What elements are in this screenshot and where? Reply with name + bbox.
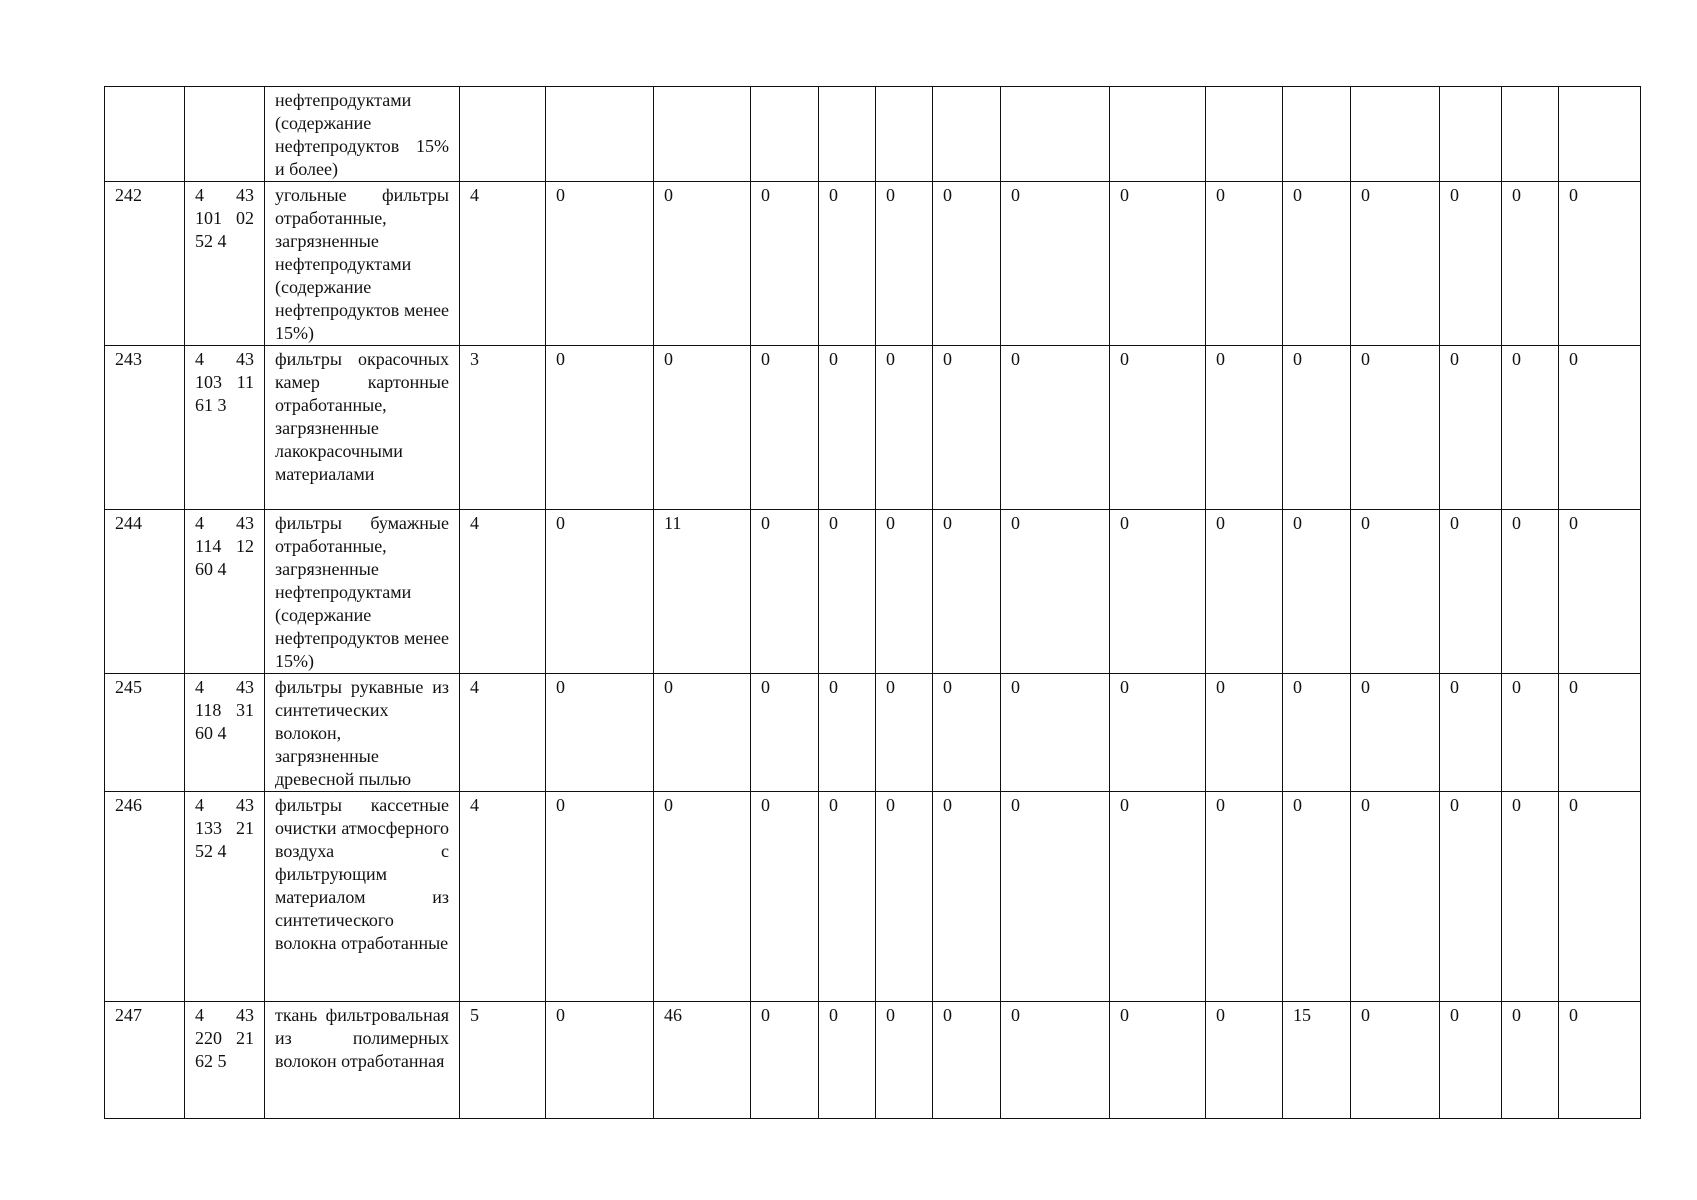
value-cell: 0 bbox=[1502, 510, 1559, 674]
value-cell: 0 bbox=[1502, 674, 1559, 792]
row-number-cell: 243 bbox=[105, 346, 185, 510]
value-cell: 0 bbox=[1001, 510, 1110, 674]
value-cell: 0 bbox=[751, 1002, 819, 1119]
row-number-cell: 245 bbox=[105, 674, 185, 792]
value-cell bbox=[1502, 87, 1559, 182]
value-cell: 0 bbox=[1001, 182, 1110, 346]
value-cell: 0 bbox=[1206, 792, 1283, 1002]
value-cell bbox=[1110, 87, 1206, 182]
value-cell bbox=[819, 87, 876, 182]
value-cell: 0 bbox=[1559, 1002, 1641, 1119]
value-cell: 0 bbox=[1001, 1002, 1110, 1119]
table-row bbox=[105, 674, 1641, 792]
value-cell: 0 bbox=[654, 346, 751, 510]
value-cell: 0 bbox=[1110, 510, 1206, 674]
value-cell: 0 bbox=[819, 182, 876, 346]
value-cell: 0 bbox=[1502, 346, 1559, 510]
value-cell: 0 bbox=[1351, 346, 1440, 510]
value-cell: 0 bbox=[546, 674, 654, 792]
value-cell: 0 bbox=[933, 792, 1001, 1002]
waste-code-cell bbox=[185, 510, 265, 674]
value-cell bbox=[654, 87, 751, 182]
waste-code: 4 43 118 31 60 4 bbox=[195, 677, 254, 743]
value-cell bbox=[1001, 87, 1110, 182]
value-cell: 0 bbox=[751, 346, 819, 510]
value-cell: 0 bbox=[1001, 346, 1110, 510]
value-cell: 0 bbox=[1001, 674, 1110, 792]
value-cell: 0 bbox=[1440, 792, 1502, 1002]
value-cell: 0 bbox=[1283, 182, 1351, 346]
row-number-cell: 246 bbox=[105, 792, 185, 1002]
waste-description-cell bbox=[265, 674, 460, 792]
waste-description: угольные фильтры отработанные, загрязненные нефтепродуктами (содержание нефтепродуктов менее 15%) bbox=[275, 185, 449, 343]
table-row bbox=[105, 792, 1641, 1002]
value-cell: 0 bbox=[1559, 510, 1641, 674]
value-cell: 0 bbox=[1283, 674, 1351, 792]
value-cell: 0 bbox=[876, 346, 933, 510]
value-cell: 0 bbox=[1110, 674, 1206, 792]
value-cell: 0 bbox=[933, 1002, 1001, 1119]
value-cell: 0 bbox=[751, 674, 819, 792]
value-cell: 0 bbox=[654, 674, 751, 792]
row-number-cell: 244 bbox=[105, 510, 185, 674]
waste-description: фильтры бумажные отработанные, загрязненные нефтепродуктами (содержание нефтепродуктов менее 15%) bbox=[275, 513, 449, 671]
value-cell: 4 bbox=[460, 182, 546, 346]
value-cell: 0 bbox=[933, 346, 1001, 510]
waste-description: фильтры рукавные из синтетических волокон, загрязненные древесной пылью bbox=[275, 677, 449, 789]
waste-code-cell bbox=[185, 87, 265, 182]
value-cell: 0 bbox=[1351, 510, 1440, 674]
value-cell: 0 bbox=[1559, 182, 1641, 346]
value-cell: 0 bbox=[933, 182, 1001, 346]
waste-description: фильтры окрасочных камер картонные отработанные, загрязненные лакокрасочными материалами bbox=[275, 349, 449, 484]
value-cell: 4 bbox=[460, 510, 546, 674]
value-cell bbox=[460, 87, 546, 182]
value-cell: 0 bbox=[751, 510, 819, 674]
value-cell: 0 bbox=[654, 182, 751, 346]
value-cell: 0 bbox=[546, 510, 654, 674]
waste-code: 4 43 101 02 52 4 bbox=[195, 185, 254, 251]
waste-description: ткань фильтровальная из полимерных волокон отработанная bbox=[275, 1005, 449, 1071]
value-cell: 4 bbox=[460, 674, 546, 792]
value-cell: 0 bbox=[1440, 1002, 1502, 1119]
value-cell: 0 bbox=[1206, 674, 1283, 792]
waste-description-cell bbox=[265, 510, 460, 674]
waste-code: 4 43 133 21 52 4 bbox=[195, 795, 254, 861]
value-cell: 0 bbox=[876, 182, 933, 346]
value-cell: 0 bbox=[1440, 510, 1502, 674]
table-row bbox=[105, 87, 1641, 182]
waste-code-cell bbox=[185, 674, 265, 792]
value-cell: 0 bbox=[1351, 674, 1440, 792]
value-cell: 46 bbox=[654, 1002, 751, 1119]
value-cell bbox=[933, 87, 1001, 182]
value-cell: 0 bbox=[1351, 792, 1440, 1002]
value-cell: 0 bbox=[819, 1002, 876, 1119]
value-cell: 5 bbox=[460, 1002, 546, 1119]
waste-description: нефтепродуктами (содержание нефтепродуктов 15% и более) bbox=[275, 90, 449, 179]
waste-description-cell bbox=[265, 87, 460, 182]
value-cell: 0 bbox=[1283, 510, 1351, 674]
value-cell: 0 bbox=[1559, 792, 1641, 1002]
value-cell bbox=[1351, 87, 1440, 182]
value-cell: 0 bbox=[1283, 792, 1351, 1002]
waste-code-cell bbox=[185, 1002, 265, 1119]
value-cell: 0 bbox=[1502, 792, 1559, 1002]
waste-code-cell bbox=[185, 792, 265, 1002]
table-row bbox=[105, 510, 1641, 674]
value-cell bbox=[1440, 87, 1502, 182]
value-cell: 0 bbox=[546, 182, 654, 346]
value-cell bbox=[546, 87, 654, 182]
table-row bbox=[105, 1002, 1641, 1119]
value-cell: 15 bbox=[1283, 1002, 1351, 1119]
value-cell: 0 bbox=[819, 674, 876, 792]
row-number-cell: 247 bbox=[105, 1002, 185, 1119]
value-cell: 0 bbox=[819, 510, 876, 674]
value-cell: 0 bbox=[751, 792, 819, 1002]
waste-table bbox=[104, 86, 1641, 1119]
value-cell: 0 bbox=[819, 792, 876, 1002]
waste-description-cell bbox=[265, 792, 460, 1002]
table-row bbox=[105, 346, 1641, 510]
value-cell: 0 bbox=[1559, 346, 1641, 510]
waste-description-cell bbox=[265, 182, 460, 346]
value-cell: 0 bbox=[1110, 182, 1206, 346]
waste-code-cell bbox=[185, 182, 265, 346]
waste-code: 4 43 220 21 62 5 bbox=[195, 1005, 254, 1071]
value-cell: 0 bbox=[1440, 182, 1502, 346]
value-cell: 0 bbox=[1206, 1002, 1283, 1119]
value-cell: 0 bbox=[876, 510, 933, 674]
value-cell: 0 bbox=[819, 346, 876, 510]
waste-code: 4 43 114 12 60 4 bbox=[195, 513, 254, 579]
value-cell: 0 bbox=[1110, 346, 1206, 510]
waste-code: 4 43 103 11 61 3 bbox=[195, 349, 254, 415]
value-cell bbox=[876, 87, 933, 182]
value-cell: 0 bbox=[933, 674, 1001, 792]
row-number-cell: 242 bbox=[105, 182, 185, 346]
value-cell: 0 bbox=[876, 674, 933, 792]
value-cell: 4 bbox=[460, 792, 546, 1002]
value-cell: 0 bbox=[1502, 182, 1559, 346]
value-cell: 0 bbox=[1502, 1002, 1559, 1119]
value-cell: 0 bbox=[546, 1002, 654, 1119]
value-cell: 0 bbox=[1206, 510, 1283, 674]
table-body bbox=[105, 87, 1641, 1119]
value-cell bbox=[1559, 87, 1641, 182]
value-cell: 0 bbox=[1283, 346, 1351, 510]
value-cell: 0 bbox=[1206, 182, 1283, 346]
value-cell: 0 bbox=[1110, 1002, 1206, 1119]
table-row bbox=[105, 182, 1641, 346]
value-cell: 0 bbox=[1559, 674, 1641, 792]
value-cell: 0 bbox=[1110, 792, 1206, 1002]
value-cell bbox=[1206, 87, 1283, 182]
waste-description-cell bbox=[265, 1002, 460, 1119]
value-cell: 11 bbox=[654, 510, 751, 674]
value-cell: 0 bbox=[546, 792, 654, 1002]
value-cell: 0 bbox=[751, 182, 819, 346]
value-cell bbox=[751, 87, 819, 182]
value-cell: 0 bbox=[876, 1002, 933, 1119]
value-cell: 0 bbox=[654, 792, 751, 1002]
value-cell: 0 bbox=[1001, 792, 1110, 1002]
value-cell: 0 bbox=[1351, 182, 1440, 346]
waste-description: фильтры кассетные очистки атмосферного воздуха с фильтрующим материалом из синтетического волокна отработанные bbox=[275, 795, 449, 953]
row-number-cell bbox=[105, 87, 185, 182]
value-cell: 0 bbox=[1440, 674, 1502, 792]
value-cell: 3 bbox=[460, 346, 546, 510]
waste-code-cell bbox=[185, 346, 265, 510]
value-cell: 0 bbox=[546, 346, 654, 510]
value-cell: 0 bbox=[1440, 346, 1502, 510]
waste-description-cell bbox=[265, 346, 460, 510]
value-cell: 0 bbox=[933, 510, 1001, 674]
value-cell: 0 bbox=[1351, 1002, 1440, 1119]
value-cell bbox=[1283, 87, 1351, 182]
value-cell: 0 bbox=[876, 792, 933, 1002]
value-cell: 0 bbox=[1206, 346, 1283, 510]
